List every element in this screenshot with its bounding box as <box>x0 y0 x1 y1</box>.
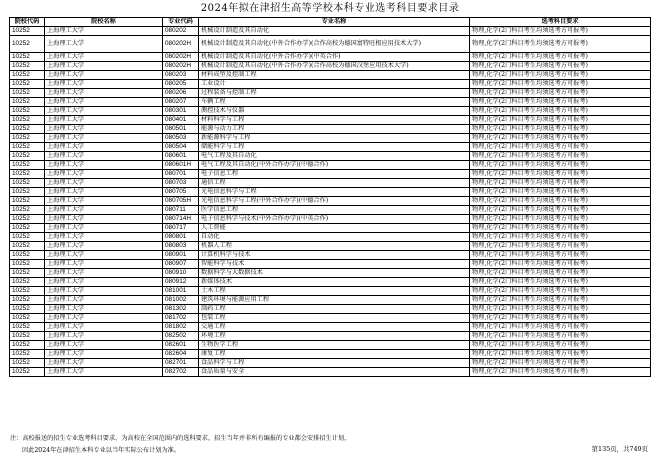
cell-major-code: 080703 <box>163 178 199 187</box>
cell-school-name: 上海理工大学 <box>45 340 163 349</box>
cell-school-code: 10252 <box>10 313 45 322</box>
footnote-line-2: 因此2024年在津招生本科专业以当年实际公布计划为准。 <box>22 447 181 454</box>
cell-school-name: 上海理工大学 <box>45 349 163 358</box>
cell-school-code: 10252 <box>10 259 45 268</box>
header-school-name: 院校名称 <box>45 18 163 27</box>
cell-school-code: 10252 <box>10 115 45 124</box>
cell-major-code: 081002 <box>163 295 199 304</box>
cell-school-name: 上海理工大学 <box>45 367 163 376</box>
cell-requirement: 物理,化学(2门科目考生均须选考方可报考) <box>470 124 651 133</box>
table-row <box>10 322 651 331</box>
cell-major-name: 材料科学与工程 <box>199 115 470 124</box>
cell-school-code: 10252 <box>10 241 45 250</box>
cell-school-code: 10252 <box>10 277 45 286</box>
cell-school-name: 上海理工大学 <box>45 214 163 223</box>
cell-major-code: 080202 <box>163 26 199 35</box>
cell-requirement: 物理,化学(2门科目考生均须选考方可报考) <box>470 367 651 376</box>
table-row <box>10 214 651 223</box>
cell-school-code: 10252 <box>10 358 45 367</box>
cell-major-code: 080301 <box>163 106 199 115</box>
cell-major-name: 交通工程 <box>199 322 470 331</box>
table-row <box>10 340 651 349</box>
cell-major-code: 081802 <box>163 322 199 331</box>
cell-major-code: 080803 <box>163 241 199 250</box>
cell-school-code: 10252 <box>10 304 45 313</box>
cell-major-name: 新媒体技术 <box>199 277 470 286</box>
cell-school-name: 上海理工大学 <box>45 133 163 142</box>
cell-school-code: 10252 <box>10 70 45 79</box>
cell-major-name: 测控技术与仪器 <box>199 106 470 115</box>
cell-requirement: 物理,化学(2门科目考生均须选考方可报考) <box>470 70 651 79</box>
cell-school-name: 上海理工大学 <box>45 26 163 35</box>
cell-major-code: 080205 <box>163 79 199 88</box>
cell-school-code: 10252 <box>10 97 45 106</box>
cell-major-name: 新能源科学与工程 <box>199 133 470 142</box>
cell-requirement: 物理,化学(2门科目考生均须选考方可报考) <box>470 232 651 241</box>
cell-requirement: 物理,化学(2门科目考生均须选考方可报考) <box>470 313 651 322</box>
cell-major-code: 080717 <box>163 223 199 232</box>
cell-major-code: 080907 <box>163 259 199 268</box>
cell-requirement: 物理,化学(2门科目考生均须选考方可报考) <box>470 187 651 196</box>
cell-major-code: 080501 <box>163 124 199 133</box>
cell-major-name: 光电信息科学与工程(中外合作办学)(中德合作) <box>199 196 470 205</box>
cell-school-name: 上海理工大学 <box>45 106 163 115</box>
cell-requirement: 物理,化学(2门科目考生均须选考方可报考) <box>470 106 651 115</box>
cell-school-code: 10252 <box>10 61 45 70</box>
cell-requirement: 物理,化学(2门科目考生均须选考方可报考) <box>470 322 651 331</box>
cell-major-code: 081001 <box>163 286 199 295</box>
cell-requirement: 物理,化学(2门科目考生均须选考方可报考) <box>470 79 651 88</box>
cell-school-name: 上海理工大学 <box>45 70 163 79</box>
cell-school-name: 上海理工大学 <box>45 223 163 232</box>
cell-requirement: 物理,化学(2门科目考生均须选考方可报考) <box>470 295 651 304</box>
cell-major-code: 080206 <box>163 88 199 97</box>
cell-school-code: 10252 <box>10 160 45 169</box>
cell-school-name: 上海理工大学 <box>45 313 163 322</box>
cell-school-name: 上海理工大学 <box>45 241 163 250</box>
table-row <box>10 286 651 295</box>
cell-requirement: 物理,化学(2门科目考生均须选考方可报考) <box>470 169 651 178</box>
cell-major-name: 储能科学与工程 <box>199 142 470 151</box>
cell-major-code: 080202H <box>163 61 199 70</box>
cell-requirement: 物理,化学(2门科目考生均须选考方可报考) <box>470 304 651 313</box>
cell-major-name: 电子信息科学与技术(中外合作办学)(中英合作) <box>199 214 470 223</box>
cell-school-code: 10252 <box>10 214 45 223</box>
cell-requirement: 物理,化学(2门科目考生均须选考方可报考) <box>470 115 651 124</box>
header-requirement: 选考科目要求 <box>470 18 651 27</box>
cell-major-name: 机械设计制造及其自动化(中外合作办学)(合作高校为德国汉堡应用技术大学) <box>199 61 470 70</box>
cell-requirement: 物理,化学(2门科目考生均须选考方可报考) <box>470 133 651 142</box>
cell-major-name: 电气工程及其自动化(中外合作办学)(中德合作) <box>199 160 470 169</box>
table-row <box>10 70 651 79</box>
table-row <box>10 331 651 340</box>
cell-school-code: 10252 <box>10 79 45 88</box>
cell-school-code: 10252 <box>10 52 45 61</box>
table-row <box>10 160 651 169</box>
cell-major-name: 数据科学与大数据技术 <box>199 268 470 277</box>
cell-major-code: 080207 <box>163 97 199 106</box>
cell-major-name: 通信工程 <box>199 178 470 187</box>
cell-major-name: 自动化 <box>199 232 470 241</box>
cell-major-code: 080401 <box>163 115 199 124</box>
cell-major-code: 081302 <box>163 304 199 313</box>
cell-school-name: 上海理工大学 <box>45 187 163 196</box>
table-row <box>10 295 651 304</box>
table-row <box>10 35 651 52</box>
cell-school-code: 10252 <box>10 322 45 331</box>
cell-school-code: 10252 <box>10 169 45 178</box>
cell-school-code: 10252 <box>10 250 45 259</box>
table-row <box>10 26 651 35</box>
cell-major-name: 材料成型及控制工程 <box>199 70 470 79</box>
cell-major-name: 工业设计 <box>199 79 470 88</box>
cell-school-name: 上海理工大学 <box>45 52 163 61</box>
cell-major-name: 生物医学工程 <box>199 340 470 349</box>
page-title: 2024年拟在津招生高等学校本科专业选考科目要求目录 <box>200 3 460 14</box>
cell-school-name: 上海理工大学 <box>45 79 163 88</box>
table-row <box>10 169 651 178</box>
cell-major-name: 机械设计制造及其自动化(中外合作办学)(合作高校为德国富特旺根应用技术大学) <box>199 35 470 52</box>
table-row <box>10 52 651 61</box>
cell-requirement: 物理,化学(2门科目考生均须选考方可报考) <box>470 259 651 268</box>
cell-school-name: 上海理工大学 <box>45 142 163 151</box>
cell-school-name: 上海理工大学 <box>45 178 163 187</box>
table-body <box>10 26 651 376</box>
cell-requirement: 物理,化学(2门科目考生均须选考方可报考) <box>470 151 651 160</box>
cell-school-name: 上海理工大学 <box>45 196 163 205</box>
cell-school-code: 10252 <box>10 286 45 295</box>
table-row <box>10 358 651 367</box>
cell-school-name: 上海理工大学 <box>45 304 163 313</box>
cell-major-name: 包装工程 <box>199 313 470 322</box>
cell-requirement: 物理,化学(2门科目考生均须选考方可报考) <box>470 277 651 286</box>
cell-requirement: 物理,化学(2门科目考生均须选考方可报考) <box>470 97 651 106</box>
cell-major-name: 过程装备与控制工程 <box>199 88 470 97</box>
cell-requirement: 物理,化学(2门科目考生均须选考方可报考) <box>470 196 651 205</box>
cell-school-name: 上海理工大学 <box>45 232 163 241</box>
cell-major-name: 医学信息工程 <box>199 205 470 214</box>
table-row <box>10 277 651 286</box>
table-row <box>10 79 651 88</box>
cell-requirement: 物理,化学(2门科目考生均须选考方可报考) <box>470 61 651 70</box>
table-row <box>10 61 651 70</box>
footnote-line-1: 注：高校报送的招生专业选考科目要求，为高校在全国范围内的选科要求，招生当年并非所有编报的专业都会安排招生计划， <box>10 435 351 442</box>
cell-major-code: 080601 <box>163 151 199 160</box>
cell-major-code: 080203 <box>163 70 199 79</box>
table-row <box>10 196 651 205</box>
table-row <box>10 304 651 313</box>
cell-school-code: 10252 <box>10 268 45 277</box>
cell-requirement: 物理,化学(2门科目考生均须选考方可报考) <box>470 250 651 259</box>
cell-major-code: 080801 <box>163 232 199 241</box>
table-row <box>10 313 651 322</box>
cell-school-name: 上海理工大学 <box>45 151 163 160</box>
table-row <box>10 349 651 358</box>
cell-school-name: 上海理工大学 <box>45 331 163 340</box>
cell-school-name: 上海理工大学 <box>45 61 163 70</box>
cell-major-code: 080202H <box>163 52 199 61</box>
requirements-table <box>9 17 651 377</box>
cell-requirement: 物理,化学(2门科目考生均须选考方可报考) <box>470 340 651 349</box>
cell-major-name: 机械设计制造及其自动化 <box>199 26 470 35</box>
table-row <box>10 187 651 196</box>
cell-requirement: 物理,化学(2门科目考生均须选考方可报考) <box>470 160 651 169</box>
cell-major-code: 080714H <box>163 214 199 223</box>
table-row <box>10 106 651 115</box>
cell-major-code: 081702 <box>163 313 199 322</box>
table-row <box>10 133 651 142</box>
cell-school-name: 上海理工大学 <box>45 277 163 286</box>
table-row <box>10 205 651 214</box>
page-number: 第135页，共749页 <box>591 445 648 453</box>
table-row <box>10 241 651 250</box>
cell-major-code: 080901 <box>163 250 199 259</box>
cell-major-code: 080711 <box>163 205 199 214</box>
cell-school-name: 上海理工大学 <box>45 358 163 367</box>
cell-school-code: 10252 <box>10 205 45 214</box>
table-row <box>10 367 651 376</box>
table-row <box>10 259 651 268</box>
cell-major-code: 080912 <box>163 277 199 286</box>
cell-requirement: 物理,化学(2门科目考生均须选考方可报考) <box>470 88 651 97</box>
cell-school-name: 上海理工大学 <box>45 115 163 124</box>
cell-requirement: 物理,化学(2门科目考生均须选考方可报考) <box>470 35 651 52</box>
cell-major-name: 能源与动力工程 <box>199 124 470 133</box>
cell-major-name: 土木工程 <box>199 286 470 295</box>
cell-major-code: 080503 <box>163 133 199 142</box>
table-row <box>10 268 651 277</box>
cell-requirement: 物理,化学(2门科目考生均须选考方可报考) <box>470 349 651 358</box>
cell-major-name: 食品质量与安全 <box>199 367 470 376</box>
cell-requirement: 物理,化学(2门科目考生均须选考方可报考) <box>470 358 651 367</box>
cell-requirement: 物理,化学(2门科目考生均须选考方可报考) <box>470 241 651 250</box>
cell-school-name: 上海理工大学 <box>45 124 163 133</box>
cell-school-name: 上海理工大学 <box>45 88 163 97</box>
cell-school-name: 上海理工大学 <box>45 322 163 331</box>
cell-school-code: 10252 <box>10 196 45 205</box>
cell-major-code: 082701 <box>163 358 199 367</box>
cell-major-code: 080504 <box>163 142 199 151</box>
cell-school-code: 10252 <box>10 88 45 97</box>
table-row <box>10 142 651 151</box>
cell-school-name: 上海理工大学 <box>45 268 163 277</box>
cell-major-code: 082601 <box>163 340 199 349</box>
cell-major-name: 车辆工程 <box>199 97 470 106</box>
cell-major-code: 082502 <box>163 331 199 340</box>
cell-school-code: 10252 <box>10 124 45 133</box>
cell-school-name: 上海理工大学 <box>45 35 163 52</box>
cell-major-name: 人工智能 <box>199 223 470 232</box>
cell-requirement: 物理,化学(2门科目考生均须选考方可报考) <box>470 26 651 35</box>
table-row <box>10 151 651 160</box>
cell-major-name: 光电信息科学与工程 <box>199 187 470 196</box>
table-header-row <box>10 18 651 27</box>
cell-requirement: 物理,化学(2门科目考生均须选考方可报考) <box>470 331 651 340</box>
cell-major-code: 080705 <box>163 187 199 196</box>
cell-school-code: 10252 <box>10 232 45 241</box>
header-school-code: 院校代码 <box>10 18 45 27</box>
cell-school-code: 10252 <box>10 178 45 187</box>
cell-school-code: 10252 <box>10 106 45 115</box>
cell-school-code: 10252 <box>10 340 45 349</box>
table-row <box>10 97 651 106</box>
cell-major-name: 机器人工程 <box>199 241 470 250</box>
cell-school-code: 10252 <box>10 295 45 304</box>
cell-requirement: 物理,化学(2门科目考生均须选考方可报考) <box>470 178 651 187</box>
cell-major-name: 康复工程 <box>199 349 470 358</box>
cell-major-code: 082604 <box>163 349 199 358</box>
cell-major-name: 机械设计制造及其自动化(中外合作办学)(中英合作) <box>199 52 470 61</box>
cell-major-name: 制药工程 <box>199 304 470 313</box>
cell-school-name: 上海理工大学 <box>45 259 163 268</box>
cell-major-name: 环境工程 <box>199 331 470 340</box>
cell-major-code: 080910 <box>163 268 199 277</box>
cell-requirement: 物理,化学(2门科目考生均须选考方可报考) <box>470 223 651 232</box>
cell-requirement: 物理,化学(2门科目考生均须选考方可报考) <box>470 205 651 214</box>
header-major-code: 专业代码 <box>163 18 199 27</box>
table-row <box>10 250 651 259</box>
cell-school-code: 10252 <box>10 349 45 358</box>
cell-major-name: 食品科学与工程 <box>199 358 470 367</box>
cell-major-code: 080601H <box>163 160 199 169</box>
table-row <box>10 232 651 241</box>
cell-school-code: 10252 <box>10 187 45 196</box>
cell-major-code: 080202H <box>163 35 199 52</box>
cell-school-code: 10252 <box>10 367 45 376</box>
cell-school-code: 10252 <box>10 331 45 340</box>
cell-requirement: 物理,化学(2门科目考生均须选考方可报考) <box>470 286 651 295</box>
cell-school-code: 10252 <box>10 35 45 52</box>
table-row <box>10 115 651 124</box>
cell-school-name: 上海理工大学 <box>45 169 163 178</box>
cell-major-code: 080705H <box>163 196 199 205</box>
cell-school-name: 上海理工大学 <box>45 286 163 295</box>
cell-major-name: 智能科学与技术 <box>199 259 470 268</box>
cell-requirement: 物理,化学(2门科目考生均须选考方可报考) <box>470 142 651 151</box>
cell-major-name: 电子信息工程 <box>199 169 470 178</box>
cell-school-name: 上海理工大学 <box>45 295 163 304</box>
table-row <box>10 124 651 133</box>
cell-requirement: 物理,化学(2门科目考生均须选考方可报考) <box>470 214 651 223</box>
cell-school-name: 上海理工大学 <box>45 97 163 106</box>
cell-major-name: 计算机科学与技术 <box>199 250 470 259</box>
cell-school-code: 10252 <box>10 133 45 142</box>
cell-school-code: 10252 <box>10 142 45 151</box>
cell-school-name: 上海理工大学 <box>45 160 163 169</box>
cell-school-code: 10252 <box>10 26 45 35</box>
table-row <box>10 88 651 97</box>
cell-major-code: 082702 <box>163 367 199 376</box>
cell-major-code: 080701 <box>163 169 199 178</box>
table-row <box>10 178 651 187</box>
cell-school-name: 上海理工大学 <box>45 250 163 259</box>
cell-school-code: 10252 <box>10 151 45 160</box>
cell-school-name: 上海理工大学 <box>45 205 163 214</box>
table-row <box>10 223 651 232</box>
cell-requirement: 物理,化学(2门科目考生均须选考方可报考) <box>470 268 651 277</box>
cell-requirement: 物理,化学(2门科目考生均须选考方可报考) <box>470 52 651 61</box>
cell-major-name: 电气工程及其自动化 <box>199 151 470 160</box>
cell-school-code: 10252 <box>10 223 45 232</box>
header-major-name: 专业名称 <box>199 18 470 27</box>
cell-major-name: 建筑环境与能源应用工程 <box>199 295 470 304</box>
